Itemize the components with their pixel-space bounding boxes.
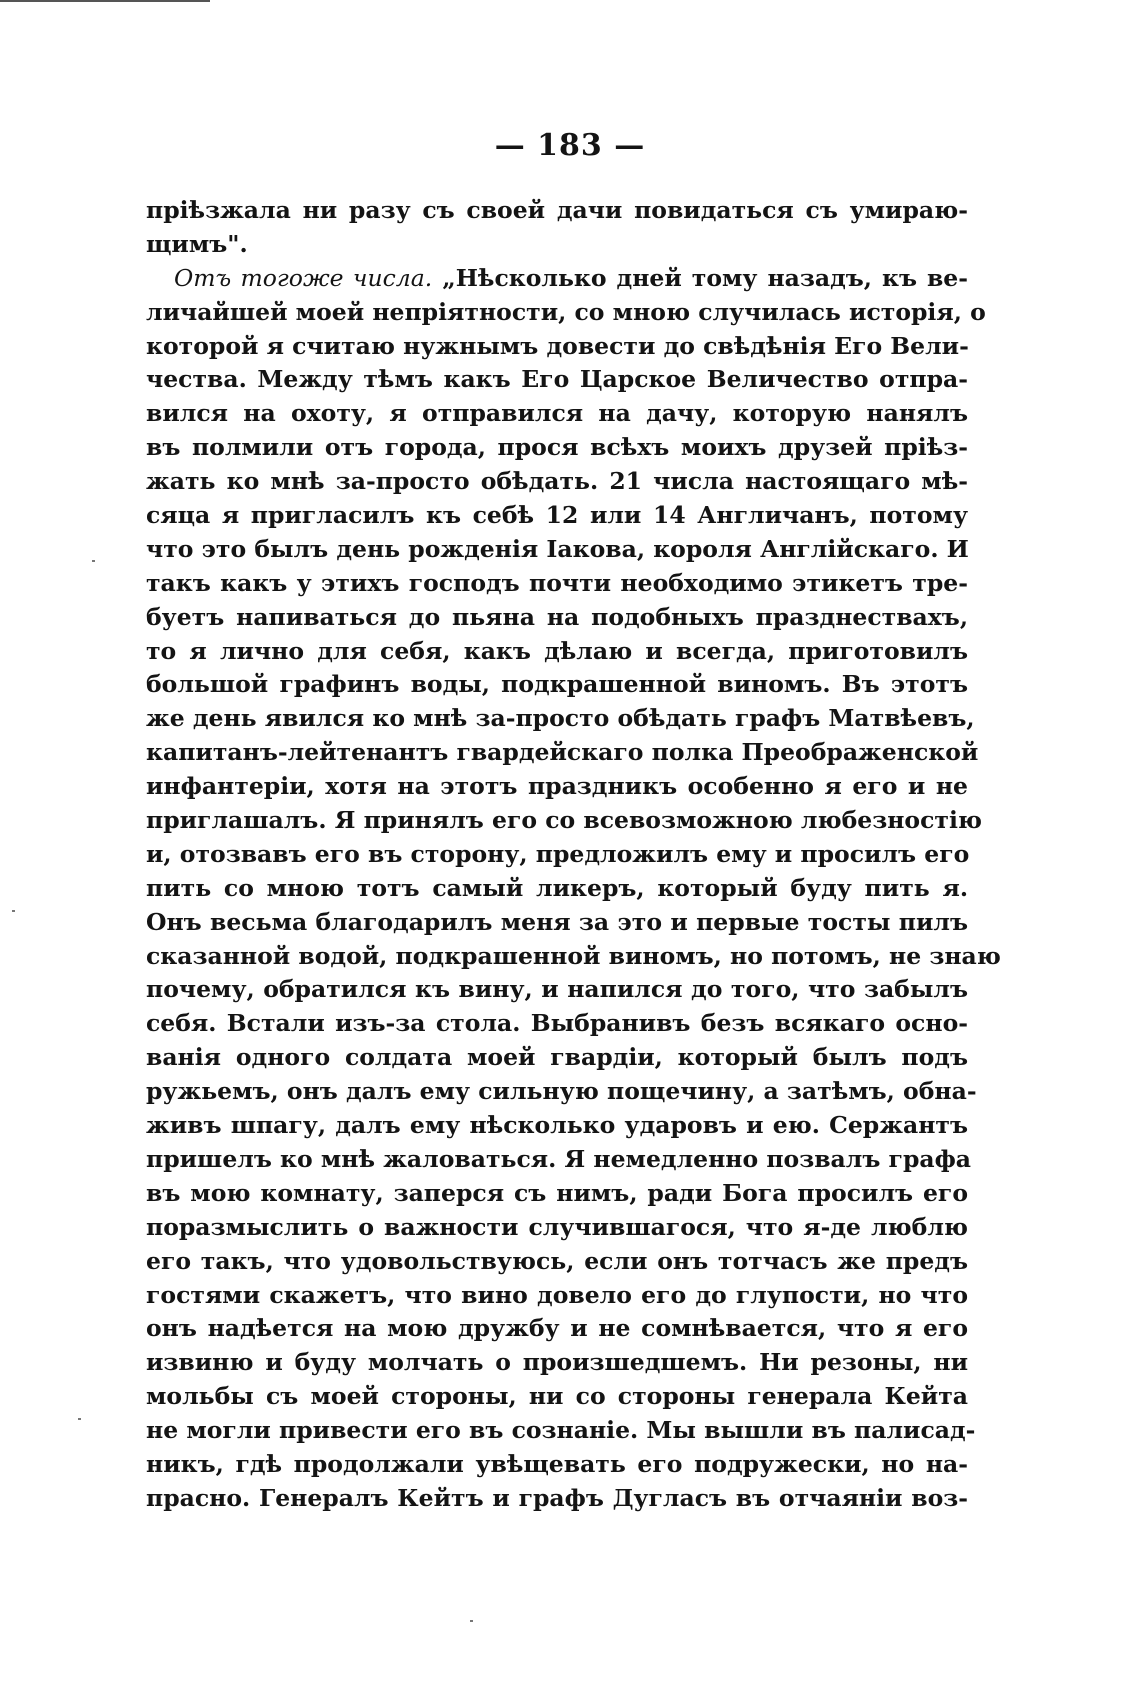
text-line: въ полмили отъ города, прося всѣхъ моихъ друзей пріѣз- — [146, 433, 968, 462]
text-line: чества. Между тѣмъ какъ Его Царское Величество отпра- — [146, 365, 968, 394]
text-line: вился на охоту, я отправился на дачу, которую нанялъ — [146, 399, 968, 428]
page-number: — 183 — — [494, 128, 646, 163]
text-line: никъ, гдѣ продолжали увѣщевать его подружески, но на- — [146, 1449, 968, 1478]
text-line: пришелъ ко мнѣ жаловаться. Я немедленно позвалъ графа — [146, 1144, 972, 1173]
text-line: не могли привести его въ сознаніе. Мы вышли въ палисад- — [146, 1416, 976, 1445]
text-line: пріѣзжала ни разу съ своей дачи повидаться съ умираю- — [146, 196, 968, 224]
scan-speck — [92, 560, 95, 562]
text-line: поразмыслить о важности случившагося, что я-де люблю — [146, 1212, 968, 1241]
scan-speck — [470, 1620, 473, 1622]
scan-speck — [12, 910, 15, 912]
text-line: которой я считаю нужнымъ довести до свѣдѣнія Его Вели- — [146, 331, 969, 360]
text-line: ванія одного солдата моей гвардіи, который былъ подъ — [146, 1043, 968, 1072]
text-line: большой графинъ воды, подкрашенной виномъ. Въ этотъ — [146, 670, 968, 699]
text-line-rest: „Нѣсколько дней тому назадъ, къ ве- — [442, 263, 968, 292]
text-line: такъ какъ у этихъ господъ почти необходимо этикетъ тре- — [146, 568, 968, 597]
text-line: что это былъ день рожденія Іакова, короля Англійскаго. И — [146, 534, 969, 563]
text-line: сяца я пригласилъ къ себѣ 12 или 14 Англичанъ, потому — [146, 501, 968, 530]
text-line: личайшей моей непріятности, со мною случилась исторія, о — [146, 297, 986, 326]
text-line: мольбы съ моей стороны, ни со стороны генерала Кейта — [146, 1382, 968, 1411]
text-line: щимъ". — [146, 229, 248, 258]
top-rule — [0, 0, 210, 6]
text-line: капитанъ-лейтенантъ гвардейскаго полка Преображенской — [146, 738, 979, 767]
text-line: живъ шпагу, далъ ему нѣсколько ударовъ и ею. Сержантъ — [146, 1111, 968, 1140]
text-line: инфантеріи, хотя на этотъ праздникъ особенно я его и не — [146, 772, 968, 801]
text-line: Онъ весьма благодарилъ меня за это и первые тосты пилъ — [146, 907, 968, 936]
text-line: сказанной водой, подкрашенной виномъ, но потомъ, не знаю — [146, 941, 1001, 970]
text-line: пить со мною тотъ самый ликеръ, который буду пить я. — [146, 873, 968, 902]
text-line: жать ко мнѣ за-просто обѣдать. 21 числа настоящаго мѣ- — [146, 467, 968, 496]
text-line: въ мою комнату, заперся съ нимъ, ради Бога просилъ его — [146, 1178, 968, 1207]
text-line: и, отозвавъ его въ сторону, предложилъ ему и просилъ его — [146, 839, 970, 868]
text-line: прасно. Генералъ Кейтъ и графъ Дугласъ въ отчаяніи воз- — [146, 1483, 968, 1512]
text-line: же день явился ко мнѣ за-просто обѣдать графъ Матвѣевъ, — [146, 704, 975, 733]
text-line: онъ надѣется на мою дружбу и не сомнѣвается, что я его — [146, 1314, 968, 1343]
text-line: гостями скажетъ, что вино довело его до глупости, но что — [146, 1280, 968, 1309]
body-text — [146, 194, 1001, 1516]
text-line: себя. Встали изъ-за стола. Выбранивъ безъ всякаго осно- — [146, 1009, 968, 1038]
text-line — [146, 262, 968, 296]
source-heading: Отъ тогоже числа. — [174, 263, 433, 292]
text-line: почему, обратился къ вину, и напился до того, что забылъ — [146, 975, 968, 1004]
text-line: буетъ напиваться до пьяна на подобныхъ празднествахъ, — [146, 602, 968, 631]
text-line: приглашалъ. Я принялъ его со всевозможною любезностію — [146, 806, 982, 835]
text-line: его такъ, что удовольствуюсь, если онъ тотчасъ же предъ — [146, 1246, 968, 1275]
scan-speck — [78, 1418, 81, 1420]
text-line: извиню и буду молчать о произшедшемъ. Ни резоны, ни — [146, 1348, 968, 1377]
text-line: ружьемъ, онъ далъ ему сильную пощечину, а затѣмъ, обна- — [146, 1077, 977, 1106]
text-line: то я лично для себя, какъ дѣлаю и всегда, приготовилъ — [146, 636, 968, 665]
